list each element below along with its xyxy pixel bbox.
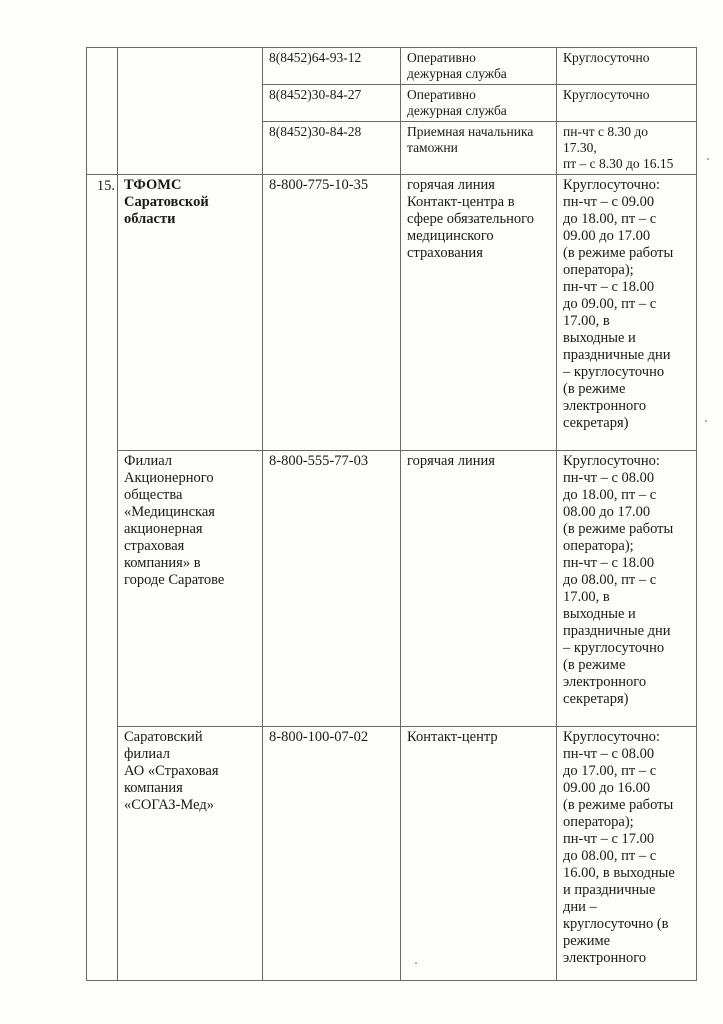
scan-speck: [705, 420, 707, 422]
table-row: [87, 451, 697, 727]
contacts-table: [86, 47, 697, 981]
service-cell: Оперативно дежурная служба: [401, 85, 557, 122]
table-row: [87, 727, 697, 981]
hours-cell: Круглосуточно: [557, 48, 697, 85]
org-cell: Филиал Акционерного общества «Медицинская акционерная страховая компания» в городе Саратове: [118, 451, 263, 727]
hours-cell: Круглосуточно: пн-чт – с 08.00 до 17.00, пт – с 09.00 до 16.00 (в режиме работы оператора); пн-чт – с 17.00 до 08.00, пт – с 16.00, в выходные и праздничные дни – круглосуточно (в режиме электронного: [557, 727, 697, 981]
hours-cell: пн-чт с 8.30 до 17.30, пт – с 8.30 до 16.15: [557, 122, 697, 175]
phone-cell: 8(8452)30-84-28: [263, 122, 401, 175]
service-cell: горячая линия: [401, 451, 557, 727]
row-number: 15.: [87, 175, 118, 981]
table-row: [87, 48, 697, 85]
scan-speck: [707, 158, 709, 160]
phone-cell: 8(8452)30-84-27: [263, 85, 401, 122]
table-row: [87, 175, 697, 451]
hours-cell: Круглосуточно: пн-чт – с 09.00 до 18.00, пт – с 09.00 до 17.00 (в режиме работы оператора); пн-чт – с 18.00 до 09.00, пт – с 17.00, в выходные и праздничные дни – круглосуточно (в режиме электронного секретаря): [557, 175, 697, 451]
org-cell: Саратовский филиал АО «Страховая компания «СОГАЗ-Мед»: [118, 727, 263, 981]
service-cell: Оперативно дежурная служба: [401, 48, 557, 85]
phone-cell: 8(8452)64-93-12: [263, 48, 401, 85]
scan-speck: [415, 962, 417, 964]
service-cell: Приемная начальника таможни: [401, 122, 557, 175]
phone-cell: 8-800-555-77-03: [263, 451, 401, 727]
hours-cell: Круглосуточно: пн-чт – с 08.00 до 18.00, пт – с 08.00 до 17.00 (в режиме работы оператора); пн-чт – с 18.00 до 08.00, пт – с 17.00, в выходные и праздничные дни – круглосуточно (в режиме электронного секретаря): [557, 451, 697, 727]
phone-cell: 8-800-100-07-02: [263, 727, 401, 981]
service-cell: Контакт-центр: [401, 727, 557, 981]
hours-cell: Круглосуточно: [557, 85, 697, 122]
service-cell: горячая линия Контакт-центра в сфере обязательного медицинского страхования: [401, 175, 557, 451]
org-cell: [118, 48, 263, 175]
org-cell: ТФОМС Саратовской области: [118, 175, 263, 451]
number-cell: [87, 48, 118, 175]
phone-cell: 8-800-775-10-35: [263, 175, 401, 451]
